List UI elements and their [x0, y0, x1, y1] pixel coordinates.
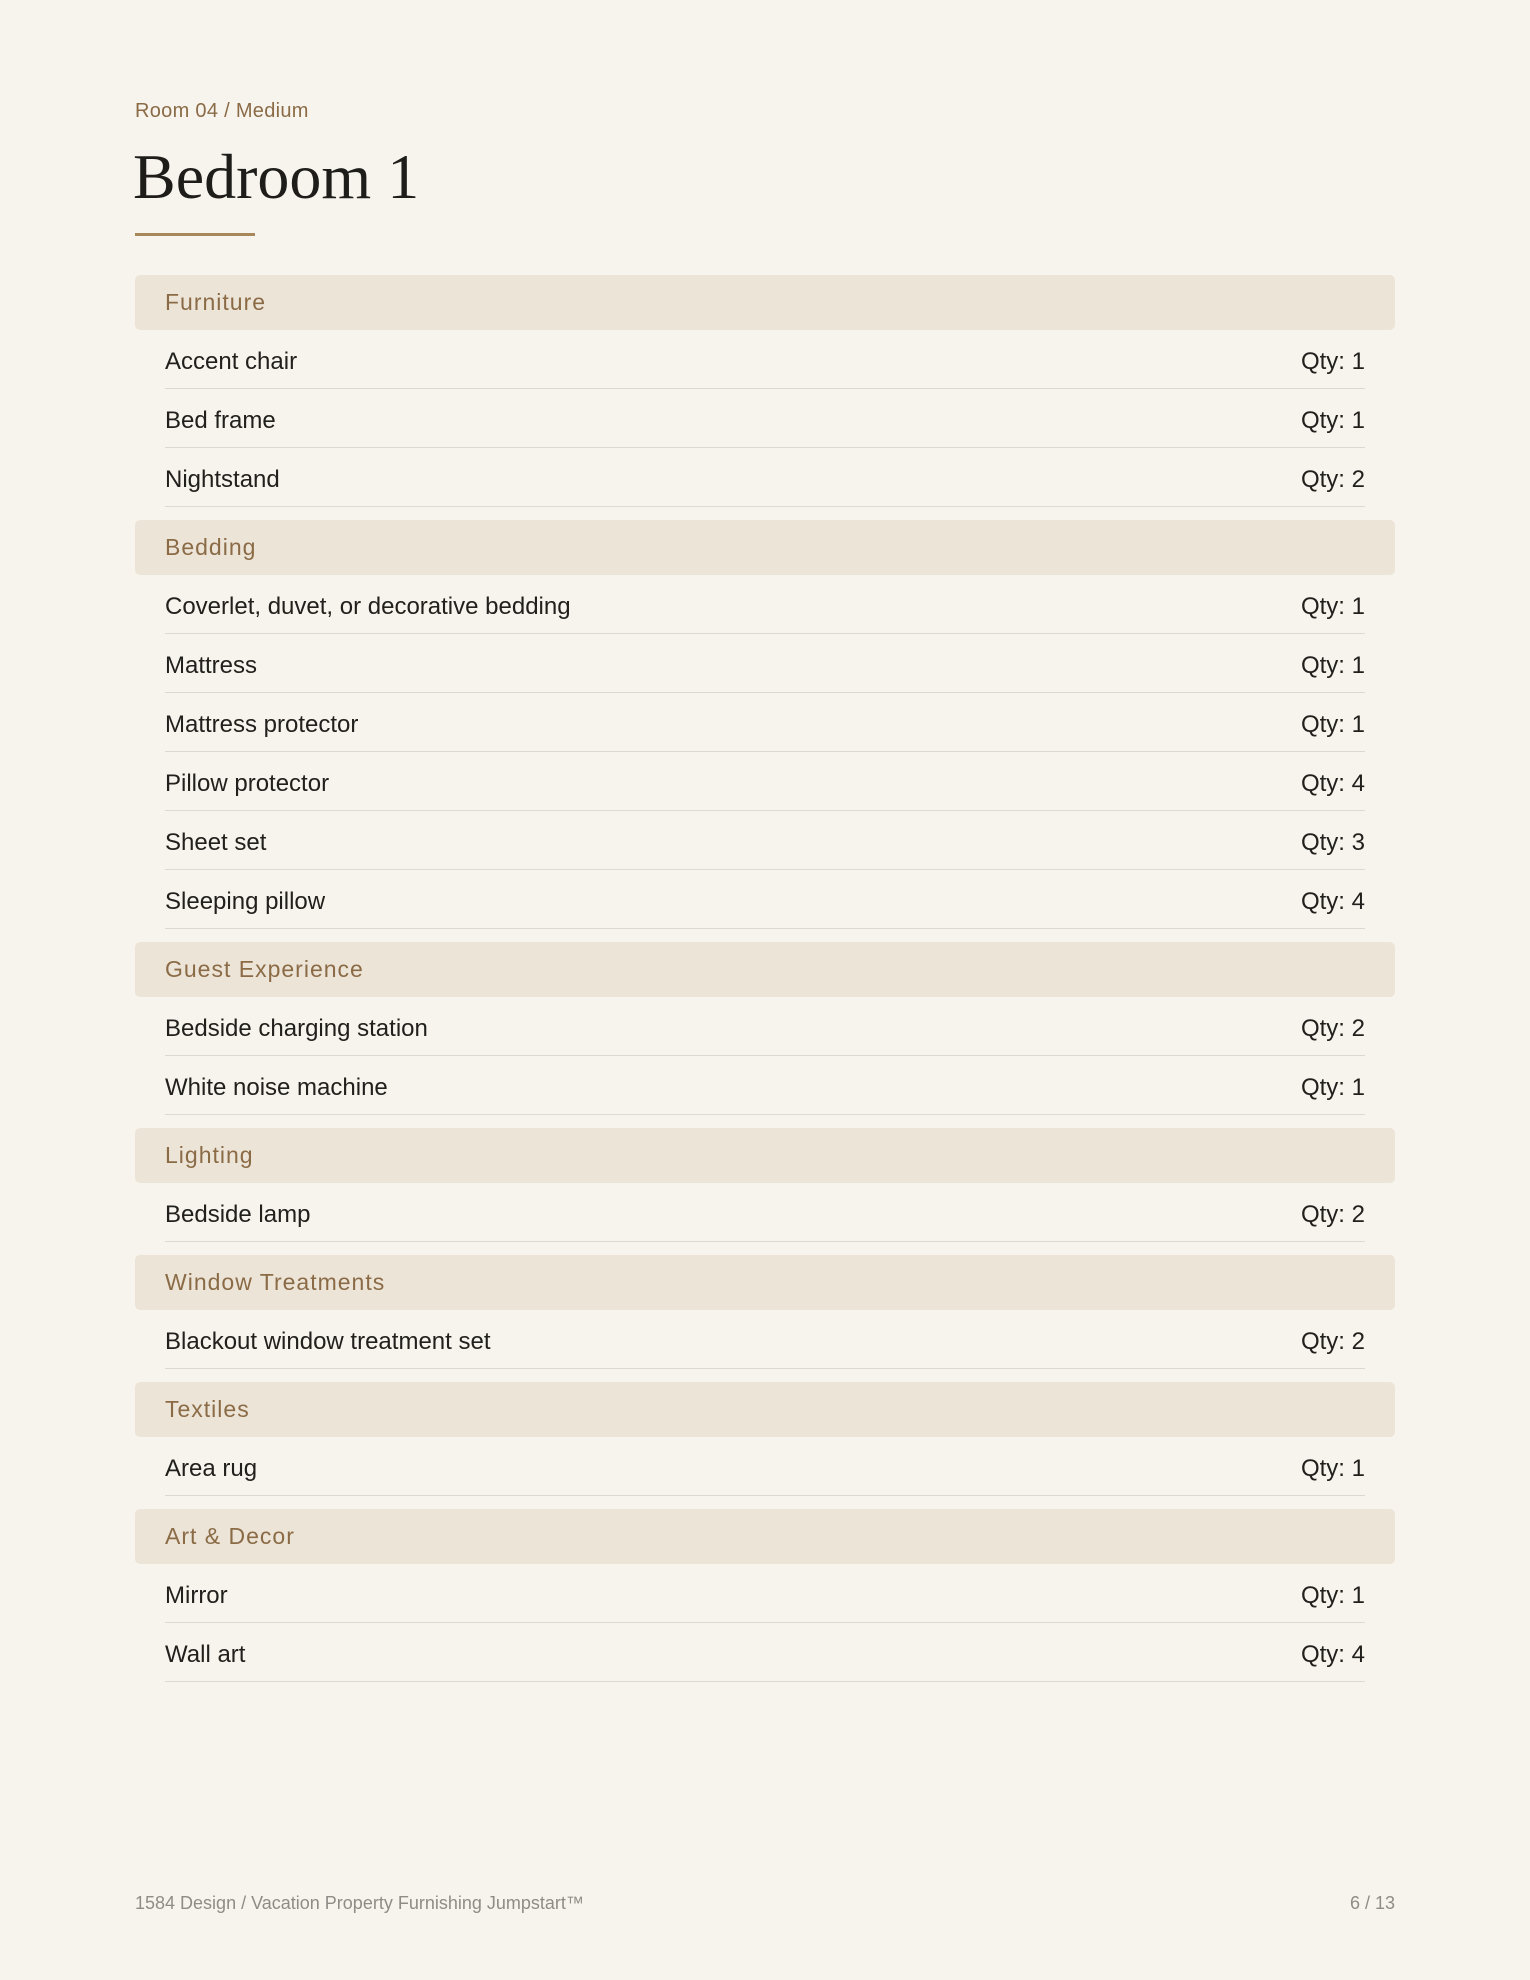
item-quantity: Qty: 2	[1300, 1201, 1365, 1228]
item-quantity: Qty: 4	[1300, 1641, 1365, 1668]
item-name: Blackout window treatment set	[165, 1328, 491, 1355]
category-section	[135, 1382, 1395, 1496]
item-quantity: Qty: 2	[1300, 466, 1365, 493]
item-name: Sheet set	[165, 829, 267, 856]
category-header: Window Treatments	[135, 1255, 1395, 1310]
item-row	[165, 1564, 1365, 1623]
item-quantity: Qty: 4	[1300, 888, 1365, 915]
item-name: Area rug	[165, 1455, 258, 1482]
item-quantity: Qty: 1	[1300, 1455, 1365, 1482]
page-title: Bedroom 1	[133, 141, 420, 212]
category-header: Bedding	[135, 520, 1395, 575]
breadcrumb: Room 04 / Medium	[135, 100, 309, 122]
item-quantity: Qty: 4	[1300, 770, 1365, 797]
item-name: Bedside lamp	[165, 1201, 311, 1228]
footer-document-title: 1584 Design / Vacation Property Furnishing Jumpstart™	[135, 1893, 584, 1913]
category-section	[135, 1255, 1395, 1369]
item-name: Mattress	[165, 652, 258, 679]
item-name: Sleeping pillow	[165, 888, 326, 915]
item-row	[165, 330, 1365, 389]
item-row	[165, 575, 1365, 634]
item-row	[165, 752, 1365, 811]
category-header: Art & Decor	[135, 1509, 1395, 1564]
item-row	[165, 634, 1365, 693]
item-name: Wall art	[165, 1641, 246, 1668]
item-row	[165, 811, 1365, 870]
item-quantity: Qty: 1	[1300, 652, 1365, 679]
category-section	[135, 1128, 1395, 1242]
item-row	[165, 1310, 1365, 1369]
item-row	[165, 870, 1365, 929]
item-name: Nightstand	[165, 466, 280, 493]
item-name: Accent chair	[165, 348, 298, 375]
item-name: Mirror	[165, 1582, 228, 1609]
item-row	[165, 997, 1365, 1056]
document-page	[135, 0, 1395, 1980]
category-header: Furniture	[135, 275, 1395, 330]
item-name: Bedside charging station	[165, 1015, 428, 1042]
item-quantity: Qty: 2	[1300, 1328, 1365, 1355]
category-section	[135, 1509, 1395, 1682]
category-section	[135, 942, 1395, 1115]
item-row	[165, 693, 1365, 752]
item-quantity: Qty: 1	[1300, 1582, 1365, 1609]
item-quantity: Qty: 1	[1300, 407, 1365, 434]
item-row	[165, 1623, 1365, 1682]
item-name: Coverlet, duvet, or decorative bedding	[165, 593, 571, 620]
footer-page-number: 6 / 13	[1349, 1893, 1395, 1913]
item-name: Pillow protector	[165, 770, 330, 797]
category-section	[135, 520, 1395, 929]
item-name: White noise machine	[165, 1074, 388, 1101]
item-name: Bed frame	[165, 407, 276, 434]
item-row	[165, 1183, 1365, 1242]
item-quantity: Qty: 3	[1300, 829, 1365, 856]
title-underline	[135, 233, 255, 236]
category-header: Lighting	[135, 1128, 1395, 1183]
furnishing-inventory	[135, 275, 1395, 1695]
item-row	[165, 448, 1365, 507]
item-row	[165, 1056, 1365, 1115]
category-header: Textiles	[135, 1382, 1395, 1437]
item-quantity: Qty: 1	[1300, 711, 1365, 738]
category-header: Guest Experience	[135, 942, 1395, 997]
item-name: Mattress protector	[165, 711, 359, 738]
item-quantity: Qty: 1	[1300, 593, 1365, 620]
category-section	[135, 275, 1395, 507]
item-row	[165, 389, 1365, 448]
item-quantity: Qty: 1	[1300, 348, 1365, 375]
item-quantity: Qty: 1	[1300, 1074, 1365, 1101]
item-quantity: Qty: 2	[1300, 1015, 1365, 1042]
item-row	[165, 1437, 1365, 1496]
